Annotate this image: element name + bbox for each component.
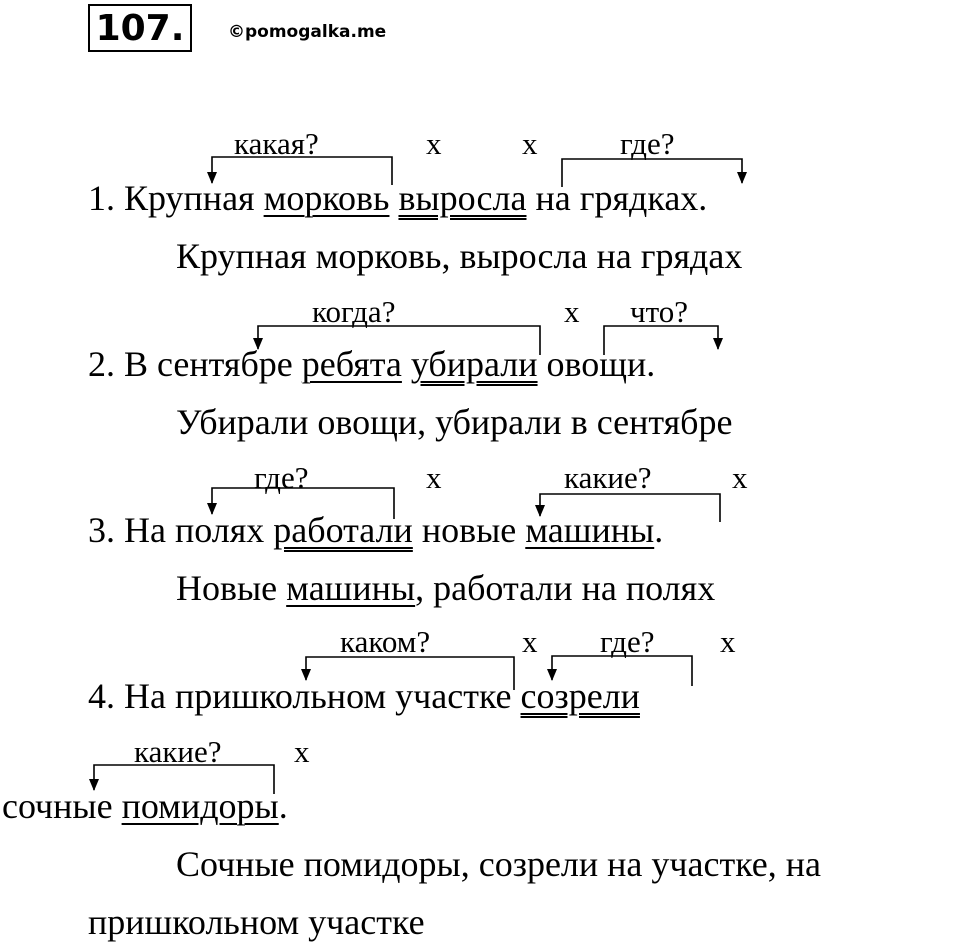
mark-s3-x1: х <box>426 460 442 495</box>
mark-s4b-x1: х <box>294 734 310 769</box>
answer-4-line-1: Сочные помидоры, созрели на участке, на <box>176 844 822 884</box>
mark-s2-x1: х <box>564 294 580 329</box>
sentence-3-middle: новые <box>412 510 526 550</box>
question-s2-chto: что? <box>630 294 688 329</box>
source-watermark: ©pomogalka.me <box>228 22 387 42</box>
question-s4b-kakie: какие? <box>134 734 222 769</box>
answer-2: Убирали овощи, убирали в сентябре <box>176 402 733 442</box>
sentence-3-start: 3. На полях <box>88 510 274 550</box>
mark-s1-x2: х <box>522 126 538 161</box>
sentence-4b-start: сочные <box>2 786 122 826</box>
answer-3-start: Новые <box>176 568 287 608</box>
sentence-4-start: 4. На пришкольном участке <box>88 676 521 716</box>
arrow-s2-kogda <box>258 326 540 355</box>
sentence-4b-subject: помидоры <box>121 786 279 826</box>
arrow-s2-chto <box>604 326 718 355</box>
question-s3-gde: где? <box>254 460 309 495</box>
mark-s4-x2: х <box>720 624 736 659</box>
sentence-2-end: овощи. <box>537 344 656 384</box>
mark-s3-x2: х <box>732 460 748 495</box>
sentence-1-predicate: выросла <box>398 178 527 218</box>
arrow-s4-gde <box>552 656 692 686</box>
sentence-2-subject: ребята <box>301 344 402 384</box>
sentence-3-end: . <box>654 510 664 550</box>
arrow-s3-gde <box>212 488 394 519</box>
sentence-1-end: на грядках. <box>526 178 708 218</box>
question-s1-kakaya: какая? <box>234 126 319 161</box>
sentence-4b-end: . <box>278 786 288 826</box>
question-s4-gde: где? <box>600 624 655 659</box>
exercise-number: 107 <box>95 7 171 49</box>
sentence-4-predicate: созрели <box>520 676 640 716</box>
answer-3-subject: машины <box>286 568 416 608</box>
sentence-3-predicate: работали <box>273 510 413 550</box>
answer-1: Крупная морковь, выросла на грядах <box>176 236 743 276</box>
question-s2-kogda: когда? <box>312 294 396 329</box>
exercise-number-dot: . <box>170 7 185 49</box>
arrow-s4-kakom <box>306 657 514 690</box>
sentence-1-start: 1. Крупная <box>88 178 264 218</box>
answer-3-end: , работали на полях <box>415 568 716 608</box>
mark-s4-x1: х <box>522 624 538 659</box>
sentence-1-subject: морковь <box>263 178 390 218</box>
question-s1-gde: где? <box>620 126 675 161</box>
mark-s1-x1: х <box>426 126 442 161</box>
arrow-s1-gde <box>562 159 742 187</box>
sentence-2-start: 2. В сентябре <box>88 344 302 384</box>
question-s3-kakie: какие? <box>564 460 652 495</box>
question-s4-kakom: каком? <box>340 624 431 659</box>
sentence-2-predicate: убирали <box>410 344 538 384</box>
sentence-3-subject: машины <box>525 510 655 550</box>
answer-4-line-2: пришкольном участке <box>88 902 425 942</box>
arrow-s1-kakaya <box>212 157 392 185</box>
arrow-s3-kakie <box>540 494 720 522</box>
arrow-s4b-kakie <box>94 765 274 794</box>
